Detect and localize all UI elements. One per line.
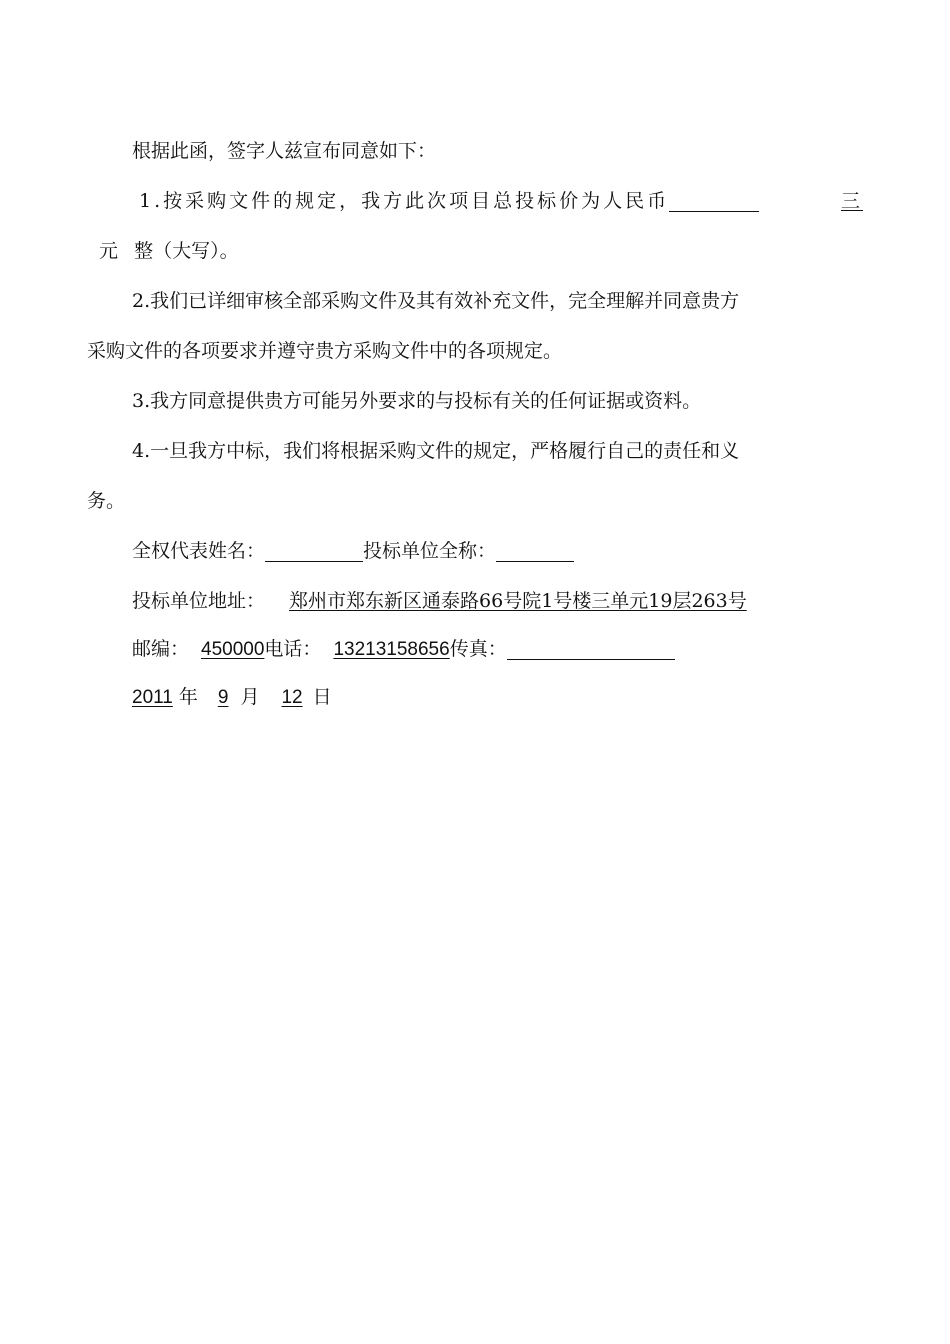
item-1-line-1 — [87, 186, 863, 216]
date-month: 9 — [217, 687, 229, 708]
item-1-amount-cont: 元 — [99, 240, 119, 262]
item-1-prefix: 1.按采购文件的规定，我方此次项目总投标价为人民币 — [139, 190, 670, 212]
signature-contact-line — [87, 634, 863, 664]
rep-name-blank — [265, 539, 363, 562]
postcode-value: 450000 — [201, 639, 265, 660]
date-year: 2011 — [132, 687, 173, 708]
rep-label: 全权代表姓名： — [132, 540, 266, 562]
fax-label: 传真： — [449, 638, 507, 660]
item-4-line-1: 4.一旦我方中标，我们将根据采购文件的规定，严格履行自己的责任和义 — [132, 440, 740, 462]
item-2-line-2: 采购文件的各项要求并遵守贵方采购文件中的各项规定。 — [87, 340, 563, 362]
item-1-amount: 三 — [840, 190, 863, 212]
item-4-line-2: 务。 — [87, 490, 126, 512]
item-2-line-1: 2.我们已详细审核全部采购文件及其有效补充文件，完全理解并同意贵方 — [132, 290, 740, 312]
address-label: 投标单位地址： — [132, 590, 266, 612]
item-1-amount-blank — [669, 189, 759, 212]
address-value: 郑州市郑东新区通泰路66号院1号楼三单元19层263号 — [289, 590, 747, 612]
date-line — [87, 682, 863, 712]
date-month-label: 月 — [240, 686, 260, 708]
date-year-label: 年 — [178, 686, 198, 708]
phone-value: 13213158656 — [333, 639, 450, 660]
unit-label: 投标单位全称： — [363, 540, 497, 562]
date-day: 12 — [281, 687, 303, 708]
intro-paragraph: 根据此函，签字人兹宣布同意如下： — [132, 140, 437, 162]
postcode-label: 邮编： — [132, 638, 190, 660]
signature-address-line — [87, 586, 863, 616]
date-day-label: 日 — [312, 686, 332, 708]
signature-rep-line — [87, 536, 863, 566]
item-1-line-2 — [87, 236, 875, 266]
unit-name-blank — [496, 539, 574, 562]
fax-blank — [507, 637, 675, 660]
item-1-suffix: 整（大写）。 — [134, 240, 239, 262]
phone-label: 电话： — [264, 638, 322, 660]
item-3-line-1: 3.我方同意提供贵方可能另外要求的与投标有关的任何证据或资料。 — [132, 390, 702, 412]
